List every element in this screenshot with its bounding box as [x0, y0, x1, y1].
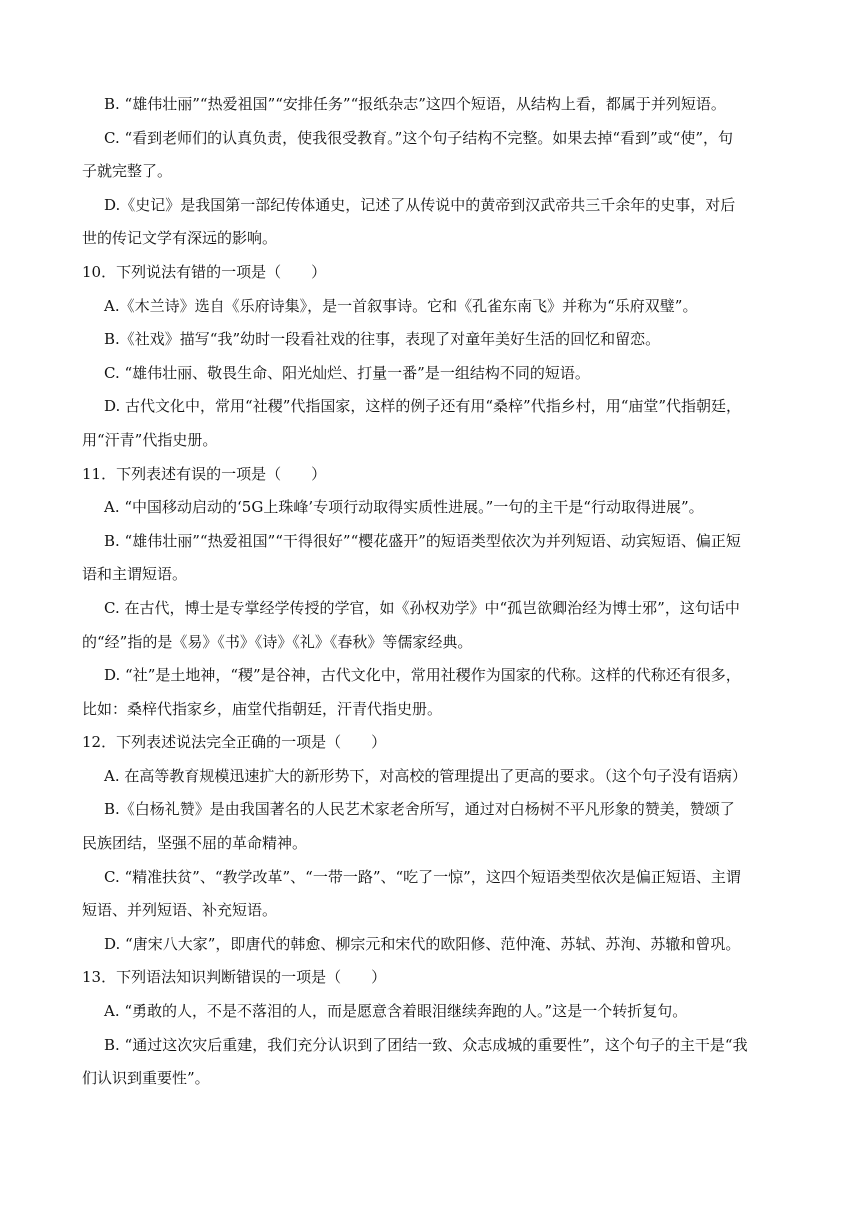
- text-line: A.《木兰诗》选自《乐府诗集》，是一首叙事诗。它和《孔雀东南飞》并称为“乐府双璧”。: [104, 296, 698, 315]
- question-heading: 11．下列表述有误的一项是（ ）: [82, 464, 327, 483]
- question-heading: 13．下列语法知识判断错误的一项是（ ）: [82, 968, 387, 987]
- text-line: 的“经”指的是《易》《书》《诗》《礼》《春秋》等儒家经典。: [82, 632, 473, 651]
- text-line: 语和主谓短语。: [82, 565, 188, 584]
- text-line: A. “中国移动启动的‘5G上珠峰’专项行动取得实质性进展。”一句的主干是“行动取得进展”。: [104, 498, 704, 517]
- text-line: 民族团结，坚强不屈的革命精神。: [82, 834, 308, 853]
- text-line: B. “通过这次灾后重建，我们充分认识到了团结一致、众志成城的重要性”，这个句子的主干是“我: [104, 1035, 748, 1054]
- text-line: B. “雄伟壮丽”“热爱祖国”“安排任务”“报纸杂志”这四个短语，从结构上看，都属于并列短语。: [104, 95, 726, 113]
- text-line: D. 古代文化中，常用“社稷”代指国家，这样的例子还有用“桑梓”代指乡村，用“庙堂”代指朝廷，: [104, 397, 742, 416]
- text-line: B. “雄伟壮丽”“热爱祖国”“干得很好”“樱花盛开”的短语类型依次为并列短语、动宾短语、偏正短: [104, 531, 741, 550]
- question-heading: 10．下列说法有错的一项是（ ）: [82, 262, 327, 281]
- text-line: 用“汗青”代指史册。: [82, 430, 218, 449]
- text-line: 短语、并列短语、补充短语。: [82, 901, 278, 920]
- text-line: 世的传记文学有深远的影响。: [82, 229, 278, 248]
- text-line: D. “唐宋八大家”，即唐代的韩愈、柳宗元和宋代的欧阳修、范仲淹、苏轼、苏洵、苏辙和曾巩。: [104, 934, 741, 953]
- text-line: D. “社”是土地神，“稷”是谷神，古代文化中，常用社稷作为国家的代称。这样的代称还有很多，: [104, 666, 741, 685]
- question-heading: 12．下列表述说法完全正确的一项是（ ）: [82, 733, 387, 752]
- text-line: A. “勇敢的人，不是不落泪的人，而是愿意含着眼泪继续奔跑的人。”这是一个转折复句。: [104, 1002, 688, 1021]
- text-line: C. 在古代，博士是专掌经学传授的学官，如《孙权劝学》中“孤岂欲卿治经为博士邪”，这句话中: [104, 598, 740, 617]
- question-text-body: [82, 88, 782, 1096]
- text-line: C. “看到老师们的认真负责，使我很受教育。”这个句子结构不完整。如果去掉“看到”或“使”，句: [104, 128, 733, 147]
- text-line: C. “精准扶贫”、“教学改革”、“一带一路”、“吃了一惊”，这四个短语类型依次是偏正短语、主谓: [104, 867, 741, 886]
- text-line: A. 在高等教育规模迅速扩大的新形势下，对高校的管理提出了更高的要求。（这个句子没有语病）: [104, 766, 747, 785]
- text-line: 们认识到重要性”。: [82, 1069, 210, 1088]
- text-line: B.《社戏》描写“我”幼时一段看社戏的往事，表现了对童年美好生活的回忆和留恋。: [104, 330, 661, 349]
- text-line: C. “雄伟壮丽、敬畏生命、阳光灿烂、打量一番”是一组结构不同的短语。: [104, 363, 590, 382]
- text-line: D.《史记》是我国第一部纪传体通史，记述了从传说中的黄帝到汉武帝共三千余年的史事，对后: [104, 195, 736, 214]
- text-line: B.《白杨礼赞》是由我国著名的人民艺术家老舍所写，通过对白杨树不平凡形象的赞美，赞颂了: [104, 800, 735, 819]
- text-line: 子就完整了。: [82, 162, 173, 181]
- text-line: 比如：桑梓代指家乡，庙堂代指朝廷，汗青代指史册。: [82, 699, 443, 718]
